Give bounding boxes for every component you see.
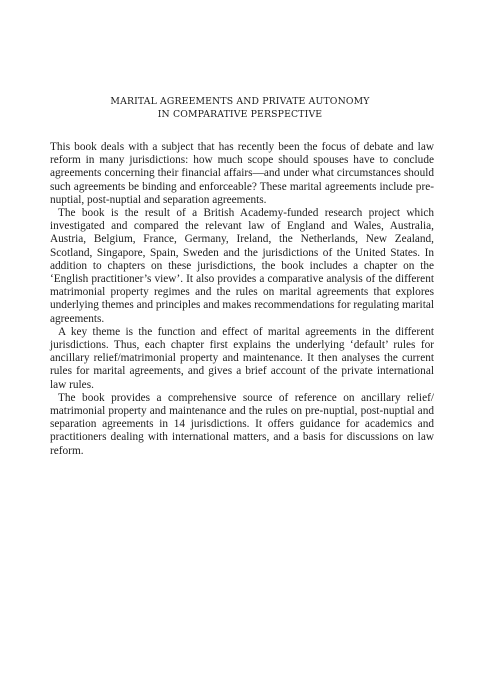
title-line-2: IN COMPARATIVE PERSPECTIVE <box>157 109 323 120</box>
paragraph-project: The book is the result of a British Academy-funded research project which investigated and compared the relevant law of England and Wales, Australia, Austria, Belgium, France, Germany, Ireland, the Netherlands, New Zealand, Scotland, Singapore, Spain, Sweden and the jurisdictions of the United States. In addition to chapters on these jurisdictions, the book includes a chapter on the ‘English practitioner’s view’. It also provides a comparative analysis of the different matrimonial property regimes and the rules on marital agreements that explores underlying themes and principles and makes recommendations for regulating marital agreements. <box>50 207 434 325</box>
paragraph-intro: This book deals with a subject that has recently been the focus of debate and law reform in many jurisdictions: how much scope should spouses have to conclude agreements concerning their financial affairs—and under what circumstances should such agreements be binding and enforceable? These marital agreements include pre-nuptial, post-nuptial and separation agreements. <box>50 141 434 206</box>
paragraph-key-theme: A key theme is the function and effect of marital agreements in the different jurisdictions. Thus, each chapter first explains the underlying ‘default’ rules for ancillary relief/matrimonial property and maintenance. It then analyses the current rules for marital agreements, and gives a brief account of the private international law rules. <box>50 325 434 391</box>
paragraph-reference: The book provides a comprehensive source of reference on ancillary relief/ matrimonial property and maintenance and the rules on pre-nuptial, post-nuptial and separation agreements in 14 jurisdictions. It offers guidance for academics and practitioners dealing with international matters, and a basis for discussions on law reform. <box>50 391 434 457</box>
title-line-1: MARITAL AGREEMENTS AND PRIVATE AUTONOMY <box>110 96 370 107</box>
body-text <box>50 141 434 458</box>
